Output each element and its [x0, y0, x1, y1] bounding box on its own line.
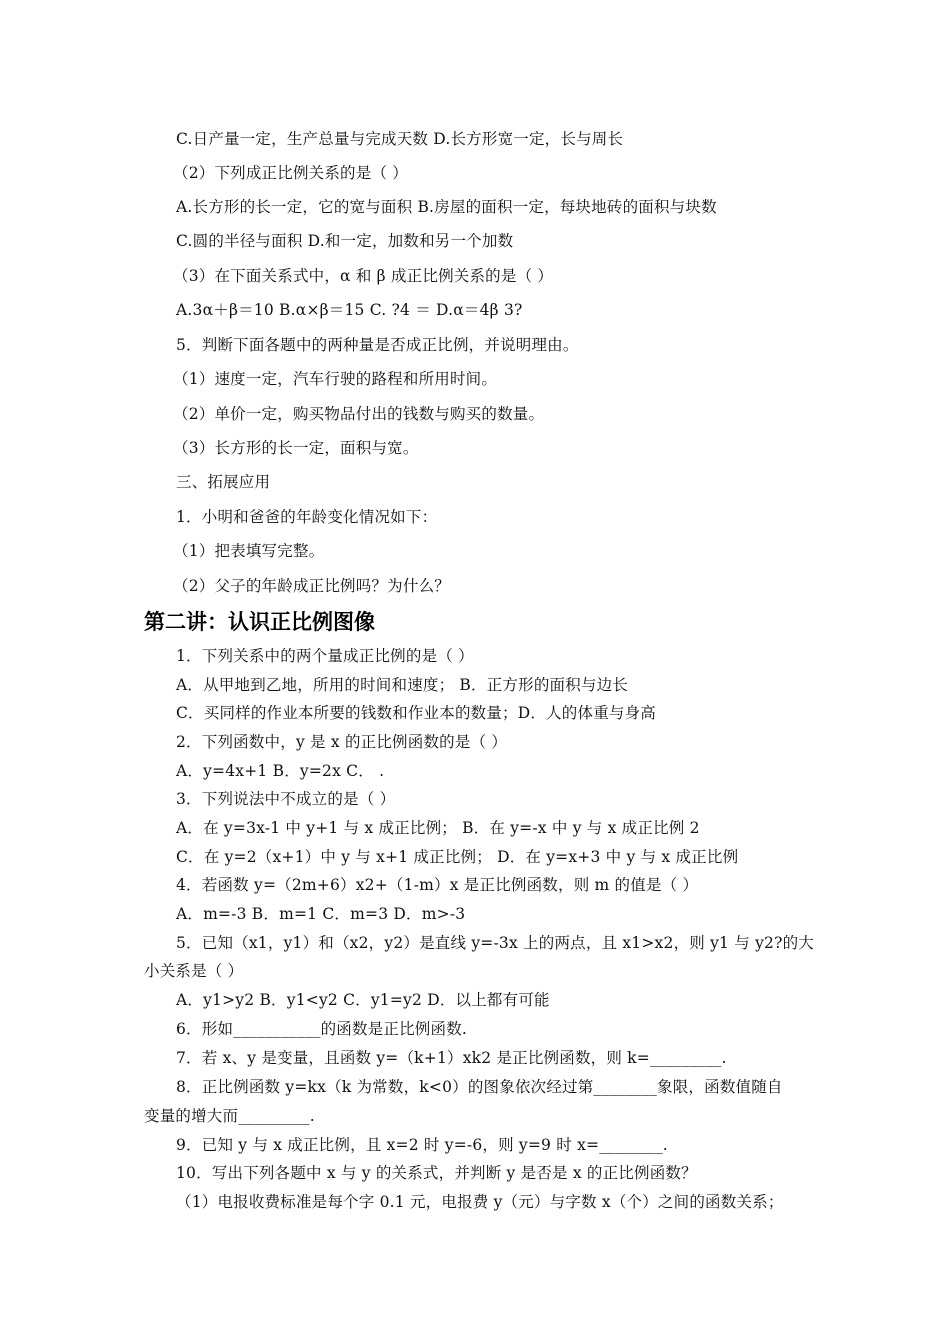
text-line: 7．若 x、y 是变量，且函数 y=（k+1）xk2 是正比例函数，则 k=_________. [176, 1049, 727, 1067]
text-line: C．在 y=2（x+1）中 y 与 x+1 成正比例； D．在 y=x+3 中 y 与 x 成正比例 [176, 848, 739, 866]
text-line: 3．下列说法中不成立的是（ ） [176, 790, 396, 808]
text-line: 6．形如___________的函数是正比例函数. [176, 1020, 468, 1038]
text-line: 5．判断下面各题中的两种量是否成正比例，并说明理由。 [176, 336, 579, 354]
text-line: （1）把表填写完整。 [173, 542, 325, 560]
text-line: （3）长方形的长一定，面积与宽。 [173, 439, 419, 457]
text-line: A．从甲地到乙地，所用的时间和速度； B．正方形的面积与边长 [176, 676, 629, 694]
text-line: 5．已知（x1，y1）和（x2，y2）是直线 y=-3x 上的两点，且 x1>x2，则 y1 与 y2?的大 [176, 934, 814, 952]
text-line: 小关系是（ ） [144, 962, 244, 980]
text-line: 9．已知 y 与 x 成正比例，且 x=2 时 y=-6，则 y=9 时 x=________. [176, 1136, 668, 1154]
text-line: A.3α＋β＝10 B.α×β＝15 C. ?4 ＝ D.α＝4β 3? [176, 301, 523, 319]
text-line: A．在 y=3x-1 中 y+1 与 x 成正比例； B．在 y=-x 中 y 与 x 成正比例 2 [176, 819, 700, 837]
section-title: 三、拓展应用 [176, 473, 271, 491]
text-line: C.日产量一定，生产总量与完成天数 D.长方形宽一定，长与周长 [176, 130, 624, 148]
text-line: 4．若函数 y=（2m+6）x2+（1-m）x 是正比例函数，则 m 的值是（ ） [176, 876, 699, 894]
text-line: （2）下列成正比例关系的是（ ） [173, 164, 408, 182]
text-line: A．y1>y2 B．y1<y2 C．y1=y2 D．以上都有可能 [176, 991, 550, 1009]
text-line: （3）在下面关系式中，α 和 β 成正比例关系的是（ ） [173, 267, 554, 285]
text-line: 1．下列关系中的两个量成正比例的是（ ） [176, 647, 474, 665]
text-line: C.圆的半径与面积 D.和一定，加数和另一个加数 [176, 232, 514, 250]
text-line: 8．正比例函数 y=kx（k 为常数，k<0）的图象依次经过第________象限，函数值随自 [176, 1078, 783, 1096]
text-line: C．买同样的作业本所要的钱数和作业本的数量；D．人的体重与身高 [176, 704, 656, 722]
text-line: （1）电报收费标准是每个字 0.1 元，电报费 y（元）与字数 x（个）之间的函数关系； [176, 1193, 784, 1211]
text-line: 变量的增大而_________. [144, 1107, 315, 1125]
text-line: （1）速度一定，汽车行驶的路程和所用时间。 [173, 370, 498, 388]
text-line: A．y=4x+1 B．y=2x C． . [176, 762, 385, 780]
lecture-heading: 第二讲：认识正比例图像 [144, 610, 375, 634]
text-line: （2）单价一定，购买物品付出的钱数与购买的数量。 [173, 405, 545, 423]
text-line: 1．小明和爸爸的年龄变化情况如下： [176, 508, 438, 526]
text-line: A．m=-3 B．m=1 C．m=3 D．m>-3 [176, 905, 466, 923]
text-line: （2）父子的年龄成正比例吗？为什么？ [173, 577, 450, 595]
text-line: 2．下列函数中，y 是 x 的正比例函数的是（ ） [176, 733, 508, 751]
text-line: 10．写出下列各题中 x 与 y 的关系式，并判断 y 是否是 x 的正比例函数？ [176, 1164, 697, 1182]
text-line: A.长方形的长一定，它的宽与面积 B.房屋的面积一定，每块地砖的面积与块数 [176, 198, 717, 216]
